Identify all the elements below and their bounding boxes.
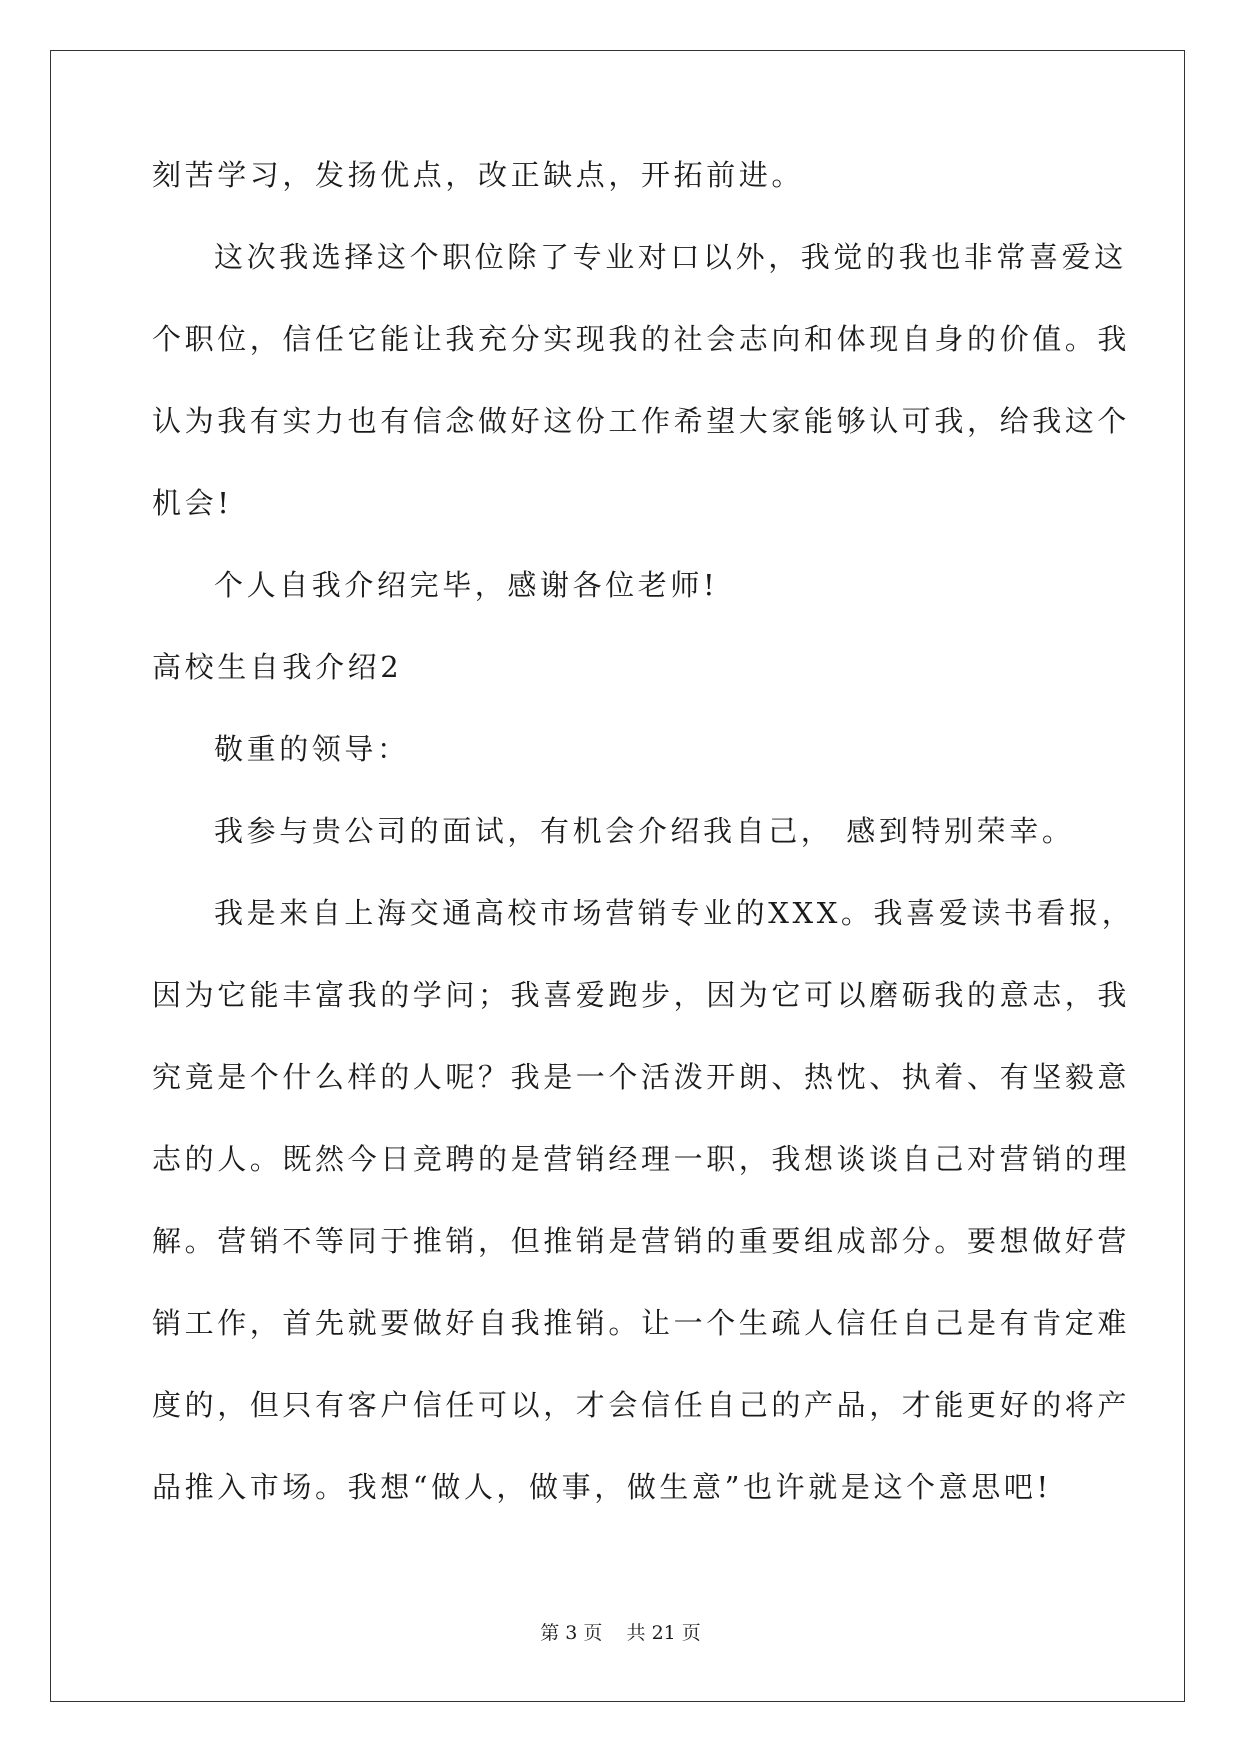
text-line: 销工作，首先就要做好自我推销。让一个生疏人信任自己是有肯定难	[152, 1306, 1131, 1340]
text-line: 认为我有实力也有信念做好这份工作希望大家能够认可我，给我这个	[152, 404, 1131, 438]
document-body	[152, 158, 1135, 1552]
text-line: 机会!	[152, 486, 233, 520]
text-line: 这次我选择这个职位除了专业对口以外，我觉的我也非常喜爱这	[214, 240, 1127, 274]
text-line: 志的人。既然今日竞聘的是营销经理一职，我想谈谈自己对营销的理	[152, 1142, 1131, 1176]
text-line: 个职位，信任它能让我充分实现我的社会志向和体现自身的价值。我	[152, 322, 1131, 356]
text-line: 度的，但只有客户信任可以，才会信任自己的产品，才能更好的将产	[152, 1388, 1131, 1422]
text-line: 因为它能丰富我的学问；我喜爱跑步，因为它可以磨砺我的意志，我	[152, 978, 1131, 1012]
page-number: 第 3 页 共 21 页	[540, 1622, 701, 1644]
text-line: 刻苦学习，发扬优点，改正缺点，开拓前进。	[152, 158, 805, 192]
text-line: 解。营销不等同于推销，但推销是营销的重要组成部分。要想做好营	[152, 1224, 1131, 1258]
text-line: 我参与贵公司的面试，有机会介绍我自己， 感到特别荣幸。	[214, 814, 1075, 848]
text-line: 品推入市场。我想“做人，做事，做生意”也许就是这个意思吧!	[152, 1470, 1052, 1504]
text-line: 究竟是个什么样的人呢？我是一个活泼开朗、热忱、执着、有坚毅意	[152, 1060, 1131, 1094]
section-heading: 高校生自我介绍2	[152, 650, 403, 684]
text-line: 个人自我介绍完毕，感谢各位老师!	[214, 568, 719, 602]
salutation: 敬重的领导：	[214, 732, 410, 766]
text-line: 我是来自上海交通高校市场营销专业的XXX。我喜爱读书看报，	[214, 896, 1135, 930]
